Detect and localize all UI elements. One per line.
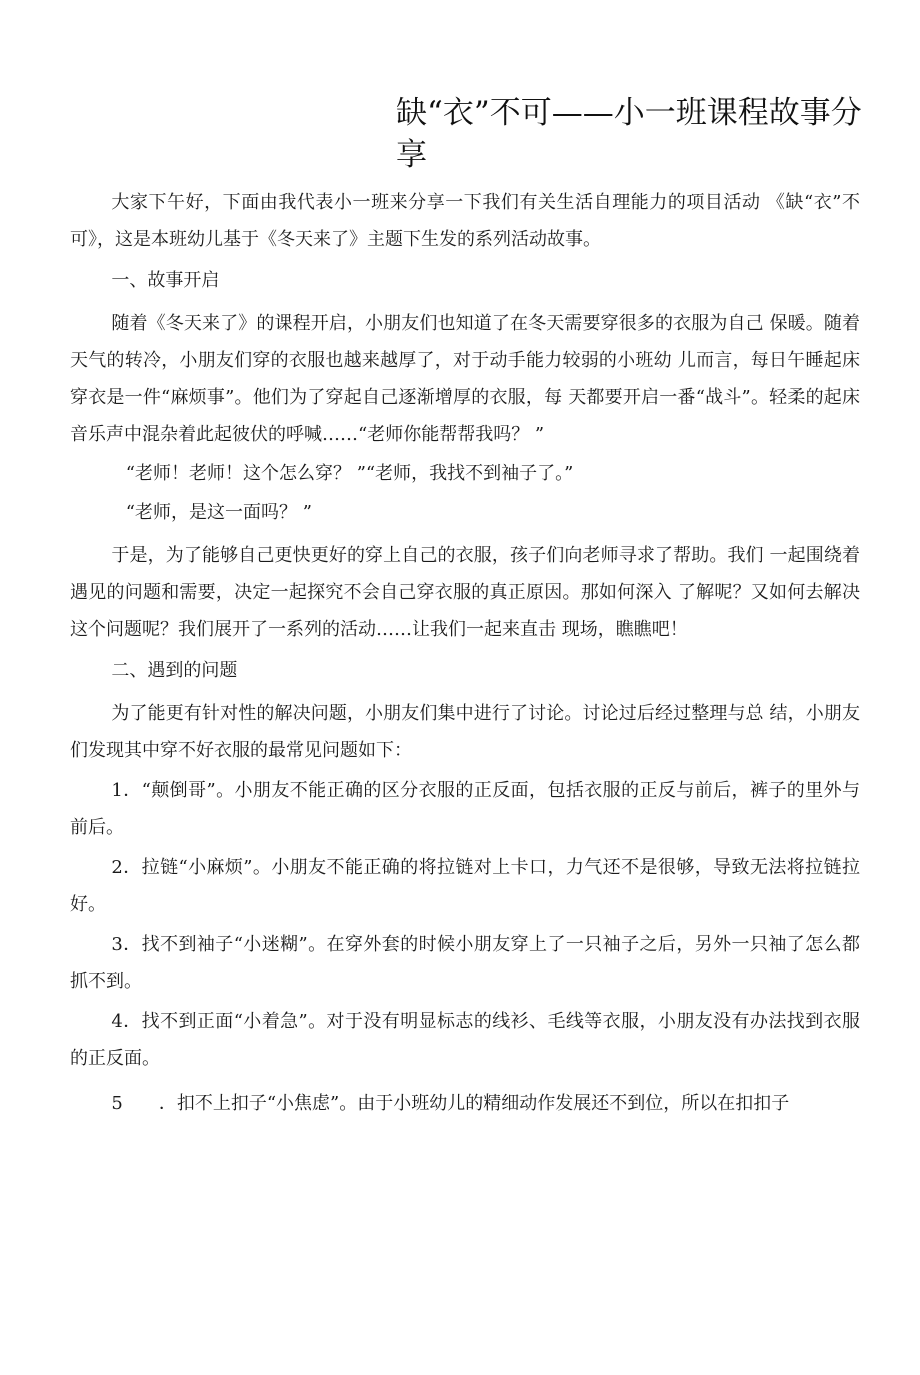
section-heading-story-start: 一、故事开启 [111, 270, 220, 291]
intro-paragraph: 大家下午好，下面由我代表小一班来分享一下我们有关生活自理能力的项目活动 《缺“衣”不可》，这是本班幼儿基于《冬天来了》主题下生发的系列活动故事。 [70, 192, 860, 250]
problem-item-3: 3．找不到袖子“小迷糊”。在穿外套的时候小朋友穿上了一只袖子之后，另外一只袖了怎么都抓不到。 [70, 934, 860, 992]
document-title: 缺“衣”不可——小一班课程故事分享 [396, 95, 862, 173]
problem-item-2: 2．拉链“小麻烦”。小朋友不能正确的将拉链对上卡口，力气还不是很够，导致无法将拉链拉好。 [70, 857, 860, 915]
problem-item-1: 1．“颠倒哥”。小朋友不能正确的区分衣服的正反面，包括衣服的正反与前后，裤子的里外与前后。 [70, 780, 860, 838]
discussion-paragraph: 为了能更有针对性的解决问题，小朋友们集中进行了讨论。讨论过后经过整理与总 结，小朋友们发现其中穿不好衣服的最常见问题如下： [70, 703, 860, 761]
problem-item-4: 4．找不到正面“小着急”。对于没有明显标志的线衫、毛线等衣服，小朋友没有办法找到衣服的正反面。 [70, 1011, 860, 1069]
section-heading-problems: 二、遇到的问题 [111, 660, 238, 681]
quote-paragraph-1: “老师！老师！这个怎么穿？ ”“老师，我找不到袖子了。” [125, 463, 574, 484]
turn-paragraph: 于是，为了能够自己更快更好的穿上自己的衣服，孩子们向老师寻求了帮助。我们 一起围绕着遇见的问题和需要，决定一起探究不会自己穿衣服的真正原因。那如何深入 了解呢？又如何去解决这个问题呢？我们展开了一系列的活动……让我们一起来直击 现场，瞧瞧吧！ [70, 545, 860, 640]
document-body [70, 184, 860, 1122]
story-start-paragraph: 随着《冬天来了》的课程开启，小朋友们也知道了在冬天需要穿很多的衣服为自己 保暖。随着天气的转冷，小朋友们穿的衣服也越来越厚了，对于动手能力较弱的小班幼 儿而言，每日午睡起床穿衣是一件“麻烦事”。他们为了穿起自己逐渐增厚的衣服，每 天都要开启一番“战斗”。轻柔的起床音乐声中混杂着此起彼伏的呼喊……“老师你能帮帮我吗？ ” [70, 313, 860, 445]
problem-item-5: 5 ．扣不上扣子“小焦虑”。由于小班幼儿的精细动作发展还不到位，所以在扣扣子 [111, 1093, 790, 1114]
quote-paragraph-2: “老师，是这一面吗？ ” [125, 502, 312, 523]
